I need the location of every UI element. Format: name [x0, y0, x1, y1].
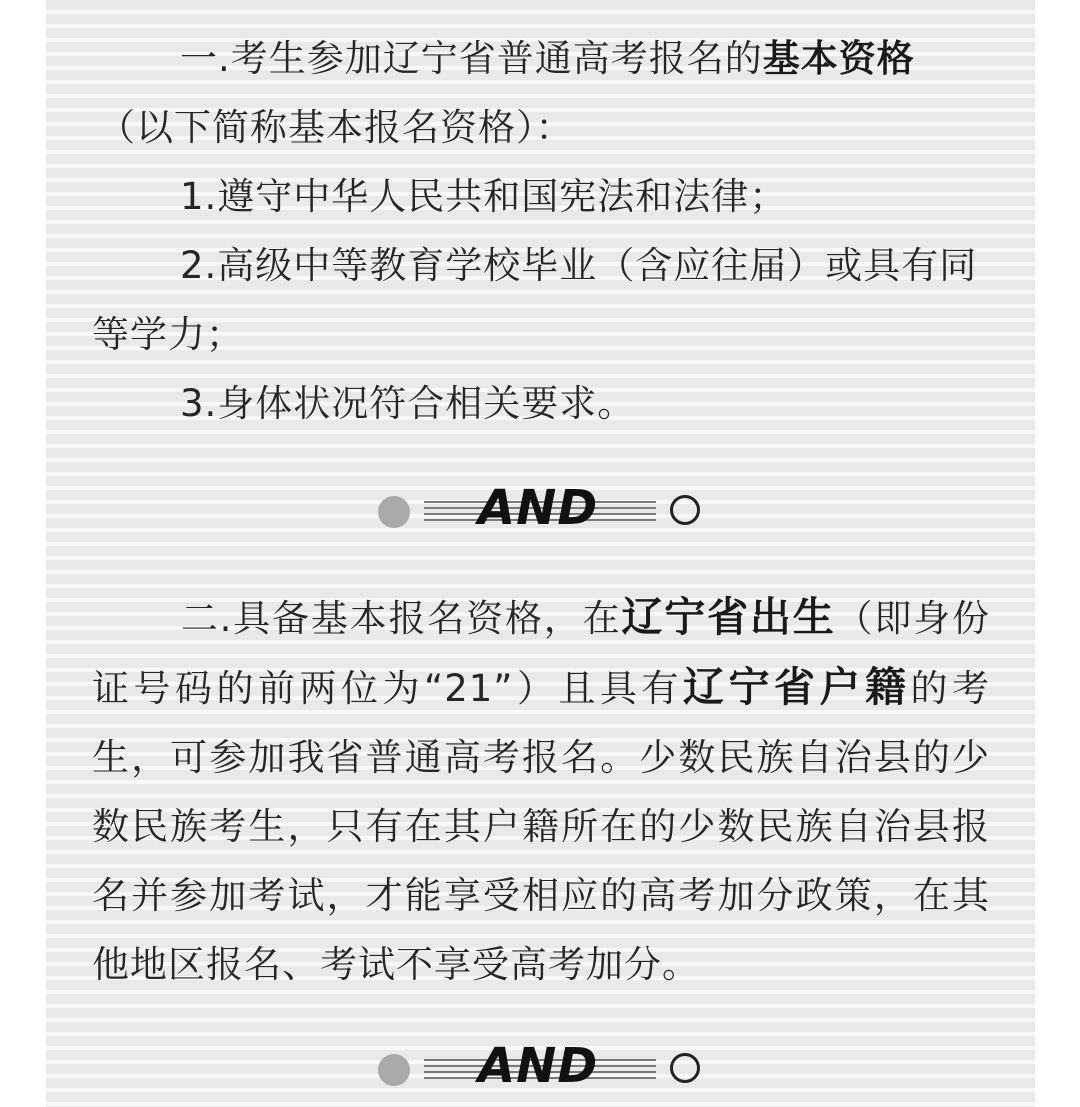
section1-item-3-text: 3.身体状况符合相关要求。 [180, 382, 636, 425]
section1-heading-line2: （以下简称基本报名资格）： [98, 106, 574, 149]
section2-text-c: （即身份证号码的前两位为“21”）且具有 [92, 597, 991, 710]
section1-item-1 [92, 162, 990, 231]
filled-circle-icon [378, 1054, 410, 1086]
section1-item-2-line1 [92, 231, 990, 300]
filled-circle-icon [378, 496, 410, 528]
content-panel [46, 0, 1035, 1107]
section1-item-1-text: 1.遵守中华人民共和国宪法和法律； [180, 175, 788, 218]
section1-item-3 [92, 369, 990, 438]
hollow-circle-icon [670, 495, 700, 525]
section2-text-e: 的考生，可参加我省普通高考报名。少数民族自治县的少数民族考生，只有在其户籍所在的少数民族自治县报名并参加考试，才能享受相应的高考加分政策，在其他地区报名、考试不享受高考加分。 [92, 667, 991, 986]
section1-heading-text: 一.考生参加辽宁省普通高考报名的 [180, 37, 763, 80]
section1-item-2-line2: 等学力； [92, 313, 244, 356]
and-separator [0, 482, 1080, 542]
section1-heading-line1 [92, 24, 990, 93]
hollow-circle-icon [670, 1053, 700, 1083]
section1-heading-bold: 基本资格 [762, 37, 915, 80]
section1-item-2-text: 2.高级中等教育学校毕业（含应往届）或具有同 [180, 244, 978, 287]
section2-paragraph [92, 583, 990, 999]
section2-bold-hukou: 辽宁省户籍 [682, 663, 911, 711]
and-separator-2 [0, 1040, 1080, 1100]
section2-bold-birthplace: 辽宁省出生 [621, 593, 836, 641]
and-label: AND [478, 480, 599, 536]
and-label-2: AND [478, 1038, 599, 1094]
section2-text-a: 二.具备基本报名资格，在 [180, 597, 622, 640]
